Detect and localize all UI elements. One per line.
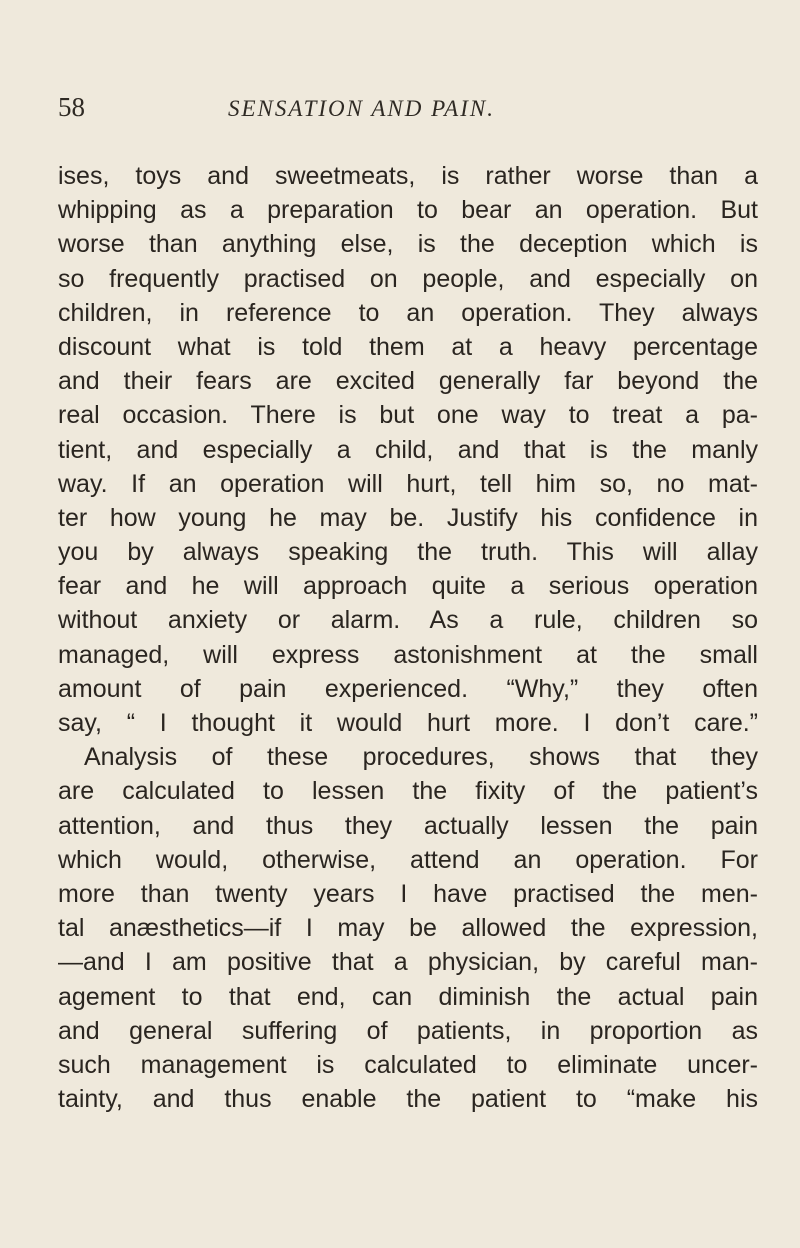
- text-line: and general suffering of patients, in proportion as: [58, 1016, 758, 1045]
- text-line: agement to that end, can diminish the actual pain: [58, 982, 758, 1011]
- running-head: [58, 92, 758, 132]
- text-line: —and I am positive that a physician, by careful man-: [58, 948, 758, 977]
- page-number: 58: [58, 92, 85, 122]
- text-line: managed, will express astonishment at the small: [58, 640, 758, 669]
- text-line: and their fears are excited generally far beyond the: [58, 367, 758, 396]
- text-line: such management is calculated to eliminate uncer-: [58, 1050, 758, 1079]
- text-line: you by always speaking the truth. This will allay: [58, 538, 758, 567]
- text-line: discount what is told them at a heavy percentage: [58, 332, 758, 361]
- text-line: are calculated to lessen the fixity of the patient’s: [58, 777, 758, 806]
- text-line: fear and he will approach quite a serious operation: [58, 572, 758, 601]
- text-line: children, in reference to an operation. They always: [58, 298, 758, 327]
- text-line: worse than anything else, is the deception which is: [58, 230, 758, 259]
- text-line: ter how young he may be. Justify his confidence in: [58, 503, 758, 532]
- text-line: amount of pain experienced. “Why,” they often: [58, 674, 758, 703]
- text-line: ises, toys and sweetmeats, is rather worse than a: [58, 162, 758, 190]
- body-text: [58, 159, 758, 1116]
- text-line: so frequently practised on people, and especially on: [58, 264, 758, 293]
- running-title: SENSATION AND PAIN.: [228, 96, 495, 121]
- text-line: attention, and thus they actually lessen the pain: [58, 811, 758, 840]
- text-line: tient, and especially a child, and that is the manly: [58, 435, 758, 464]
- text-line: tainty, and thus enable the patient to “make his: [58, 1085, 758, 1114]
- text-line: without anxiety or alarm. As a rule, children so: [58, 606, 758, 635]
- text-line: whipping as a preparation to bear an operation. But: [58, 196, 758, 225]
- text-line: which would, otherwise, attend an operation. For: [58, 845, 758, 874]
- text-line: real occasion. There is but one way to treat a pa-: [58, 401, 758, 430]
- text-line: tal anæsthetics—if I may be allowed the expression,: [58, 914, 758, 943]
- text-line: say, “ I thought it would hurt more. I don’t care.”: [58, 709, 758, 737]
- text-line: more than twenty years I have practised the men-: [58, 879, 758, 908]
- text-line: Analysis of these procedures, shows that they: [84, 743, 758, 772]
- text-line: way. If an operation will hurt, tell him so, no mat-: [58, 469, 758, 498]
